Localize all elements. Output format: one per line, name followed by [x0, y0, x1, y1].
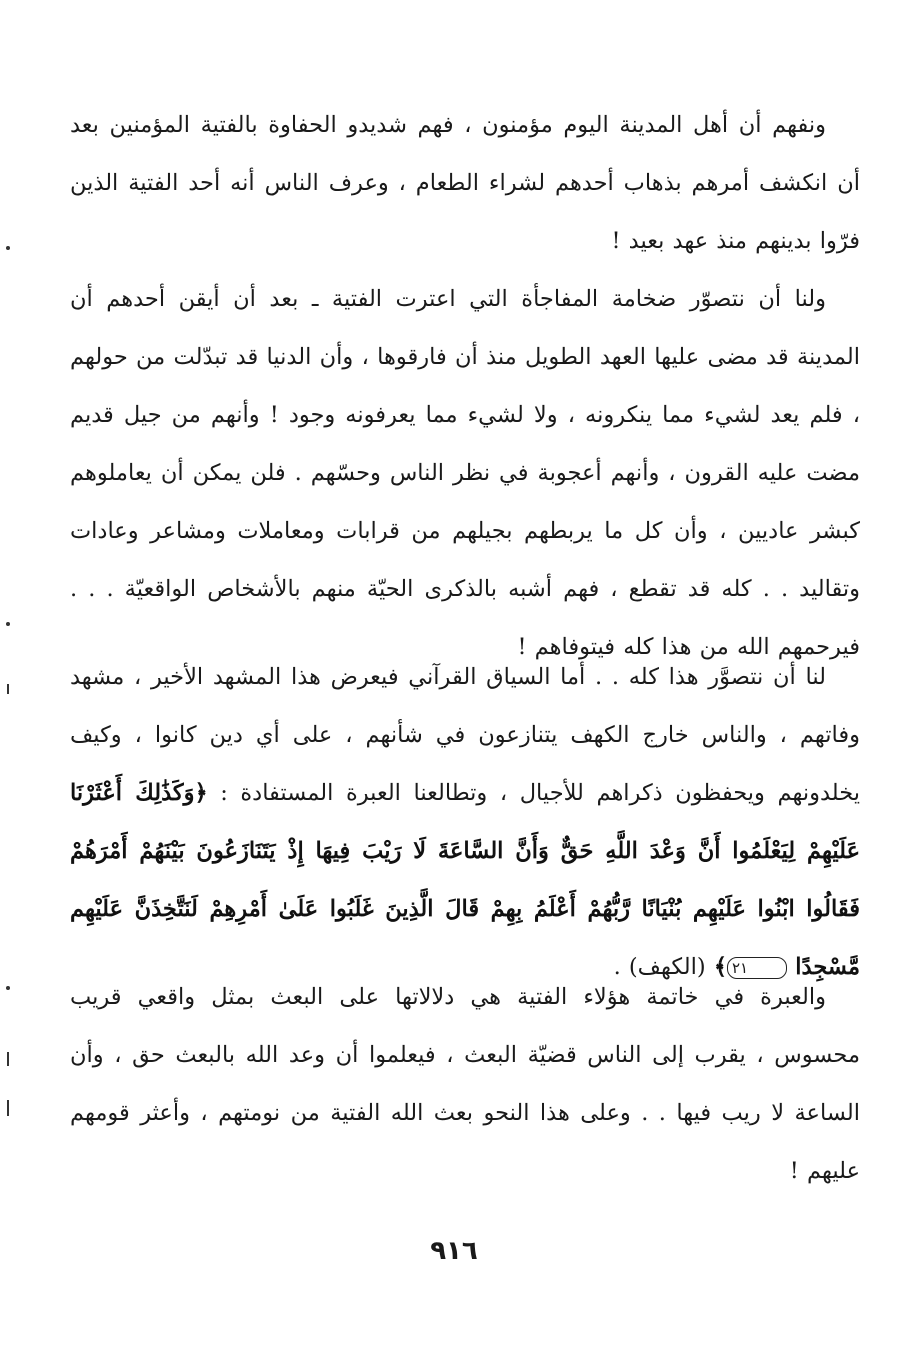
paragraph-2 — [70, 270, 860, 676]
verse-close-bracket: ﴾ — [713, 954, 727, 980]
paragraph-4 — [70, 968, 860, 1200]
paragraph-3-intro: لنا أن نتصوَّر هذا كله . . أما السياق القرآني فيعرض هذا المشهد الأخير ، مشهد وفاتهم ، والناس خارج الكهف يتنازعون في شأنهم ، على أي دين كانوا ، وكيف يخلدونهم ويحفظون ذكراهم للأجيال ، وتطالعنا العبرة المستفادة : — [70, 664, 861, 806]
paragraph-3 — [70, 648, 860, 996]
paragraph-4-text: والعبرة في خاتمة هؤلاء الفتية هي دلالاتها على البعث بمثل واقعي قريب محسوس ، يقرب إلى الناس قضيّة البعث ، فيعلموا أن وعد الله بالبعث حق ، وأن الساعة لا ريب فيها . . وعلى هذا النحو بعث الله الفتية من نومتهم ، وأعثر قومهم عليهم ! — [70, 984, 860, 1184]
scan-speck — [7, 684, 9, 694]
paragraph-1-text: ونفهم أن أهل المدينة اليوم مؤمنون ، فهم شديدو الحفاوة بالفتية المؤمنين بعد أن انكشف أمرهم بذهاب أحدهم لشراء الطعام ، وعرف الناس أنه أحد الفتية الذين فرّوا بدينهم منذ عهد بعيد ! — [70, 112, 860, 254]
paragraph-3-text — [70, 648, 860, 996]
page-number: ٩١٦ — [430, 1236, 478, 1266]
scan-speck — [7, 1052, 9, 1066]
scan-speck — [6, 622, 10, 626]
quran-verse: ﴿وَكَذَٰلِكَ أَعْثَرْنَا عَلَيْهِمْ لِيَعْلَمُوا أَنَّ وَعْدَ اللَّهِ حَقٌّ وَأَنَّ السَّاعَةَ لَا رَيْبَ فِيهَا إِذْ يَتَنَازَعُونَ بَيْنَهُمْ أَمْرَهُمْ فَقَالُوا ابْنُوا عَلَيْهِم بُنْيَانًا رَّبُّهُمْ أَعْلَمُ بِهِمْ قَالَ الَّذِينَ غَلَبُوا عَلَىٰ أَمْرِهِمْ لَنَتَّخِذَنَّ عَلَيْهِم مَّسْجِدًا — [70, 780, 860, 980]
paragraph-1 — [70, 96, 860, 270]
scan-speck — [6, 246, 10, 250]
scan-speck — [6, 986, 10, 990]
verse-number: ٢١ — [727, 957, 787, 979]
verse-source: (الكهف) . — [613, 954, 706, 980]
paragraph-2-text: ولنا أن نتصوّر ضخامة المفاجأة التي اعترت الفتية ـ بعد أن أيقن أحدهم أن المدينة قد مضى عليها العهد الطويل منذ أن فارقوها ، وأن الدنيا قد تبدّلت من حولهم ، فلم يعد لشيء مما ينكرونه ، ولا لشيء مما يعرفونه وجود ! وأنهم من جيل قديم مضت عليه القرون ، وأنهم أعجوبة في نظر الناس وحسّهم . فلن يمكن أن يعاملوهم كبشر عاديين ، وأن كل ما يربطهم بجيلهم من قرابات ومعاملات ومشاعر وعادات وتقاليد . . كله قد تقطع ، فهم أشبه بالذكرى الحيّة منهم بالأشخاص الواقعيّة . . . فيرحمهم الله من هذا كله فيتوفاهم ! — [70, 286, 860, 660]
scan-speck — [7, 1100, 9, 1116]
